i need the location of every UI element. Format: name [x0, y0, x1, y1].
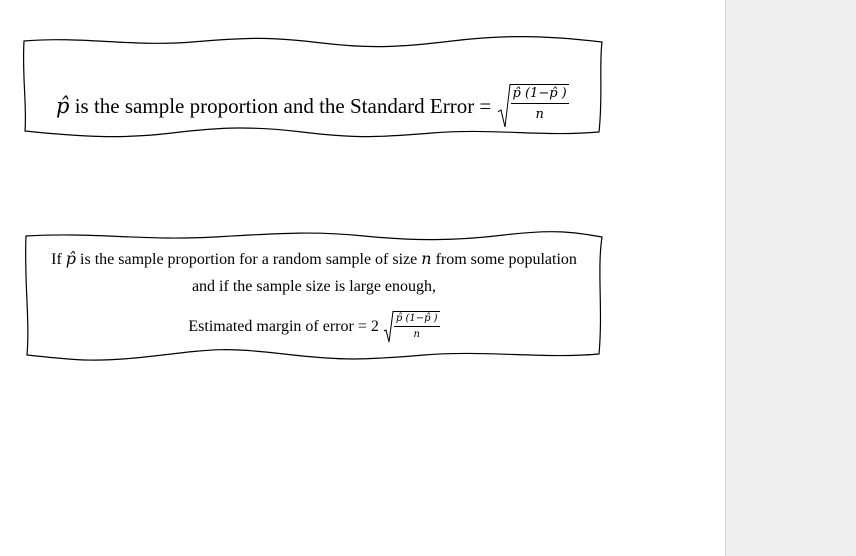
- p-hat-symbol: p̂: [65, 249, 77, 268]
- square-root: [383, 311, 440, 343]
- moe-fraction-denominator: n: [413, 329, 420, 340]
- margin-of-error-box: [24, 230, 604, 362]
- definition-line-1: If p̂ is the sample proportion for a random sample of size n from some population: [51, 249, 577, 268]
- square-root: [497, 84, 569, 128]
- radical-sign-icon: [383, 311, 394, 343]
- radical-sign-icon: [497, 84, 511, 128]
- se-fraction-numerator: p̂ (1−p̂ ): [511, 85, 569, 104]
- standard-error-box: [22, 36, 604, 138]
- sample-size-symbol: n: [421, 249, 432, 268]
- p-hat-symbol: p̂: [56, 93, 70, 118]
- side-panel: [725, 0, 856, 556]
- standard-error-formula: [56, 84, 569, 128]
- definition-line-2: and if the sample size is large enough,: [191, 278, 437, 295]
- margin-of-error-text: Estimated margin of error = 2: [188, 318, 383, 335]
- margin-of-error-formula: [24, 311, 604, 343]
- moe-fraction-numerator: p̂ (1−p̂ ): [394, 312, 440, 327]
- se-fraction-denominator: n: [535, 107, 544, 122]
- moe-fraction: [394, 312, 440, 343]
- se-fraction: [511, 85, 569, 126]
- standard-error-text: is the sample proportion and the Standard Error =: [69, 93, 497, 118]
